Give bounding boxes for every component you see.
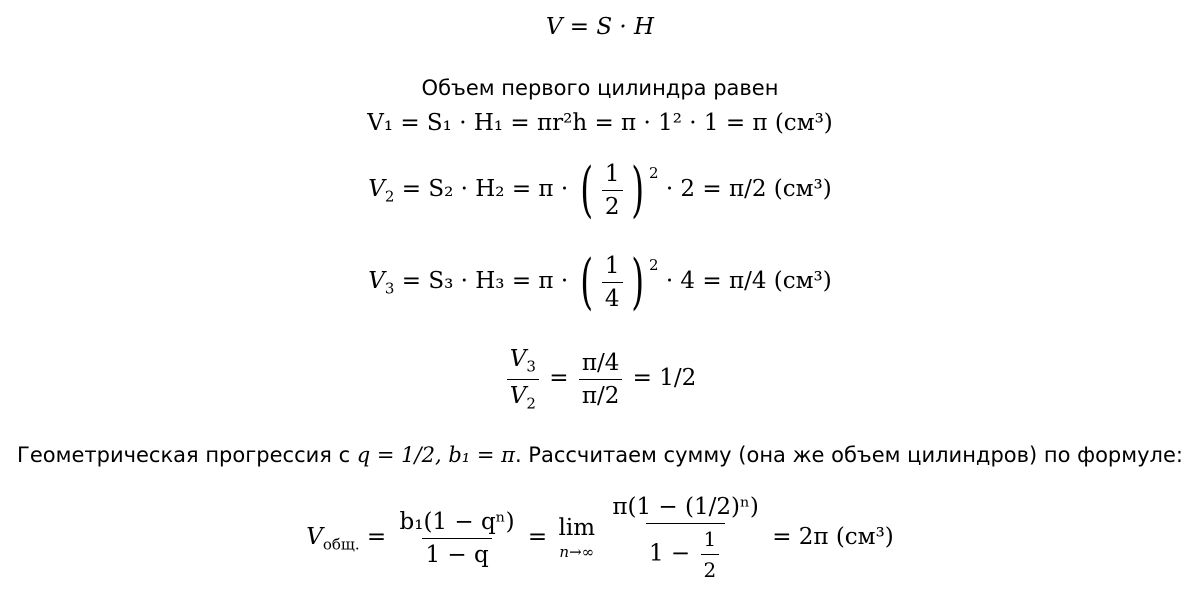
fraction-one-half: $\frac{1}{2}$ (602, 161, 623, 220)
formula-v3: $V_3 = S_3 \cdot H_3 = \pi$ · ( $\frac{1}{4}$ ) $^2$ · 4 = π/4 (см³) (368, 247, 832, 317)
formula-total-volume: $V_{общ.}$ = $\frac{\text{b₁(1 − qⁿ)}}{1 - q}$ = lim n→∞ π(1 − (1/2)ⁿ) 1 − $\frac{1}{2}$ = 2π (см³) (306, 494, 894, 582)
fraction-geometric-sum: $\frac{\text{b₁(1 − qⁿ)}}{1 - q}$ (399, 508, 515, 568)
formula-v1: V₁ = S₁ · H₁ = πr²h = π · 1² · 1 = π (см³) (367, 110, 833, 136)
fraction-v3-v2: $\frac{V_3}{V_2}$ (507, 346, 539, 412)
limit-operator: lim n→∞ (558, 515, 596, 561)
formula-ratio: $\frac{V_3}{V_2}$ = $\frac{\pi/4}{\pi/2}$ = 1/2 (0, 346, 1200, 412)
fraction-small-half: $\frac{1}{2}$ (701, 527, 720, 582)
fraction-limit: π(1 − (1/2)ⁿ) 1 − $\frac{1}{2}$ (612, 494, 759, 582)
progression-sentence: Геометрическая прогрессия с q = 1/2, b₁ = π. Рассчитаем сумму (она же объем цилиндров) по формуле: (17, 443, 1183, 467)
formula-volume: V = S · H (545, 14, 655, 40)
heading-first-cylinder: Объем первого цилиндра равен (421, 76, 779, 100)
fraction-one-quarter: $\frac{1}{4}$ (602, 253, 623, 312)
fraction-pi-ratio: $\frac{\pi/4}{\pi/2}$ (579, 350, 623, 409)
formula-v2: $V_2 = S_2 \cdot H_2 = \pi$ · ( $\frac{1}{2}$ ) $^2$ · 2 = π/2 (см³) (368, 155, 832, 225)
